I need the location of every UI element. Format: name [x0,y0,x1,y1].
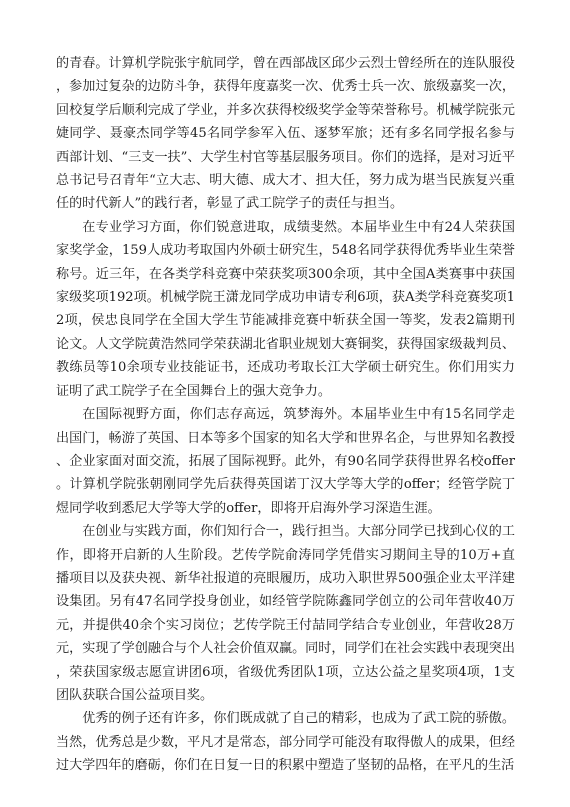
paragraph-4: 在创业与实践方面，你们知行合一，践行担当。大部分同学已找到心仪的工作，即将开启新的人生阶段。艺传学院俞涛同学凭借实习期间主导的10万+直播项目以及获央视、新华社报道的亮眼履历，成功入职世界500强企业太平洋建设集团。另有47名同学投身创业，如经管学院陈鑫同学创立的公司年营收40万元，并提供40余个实习岗位；艺传学院王付喆同学结合专业创业，年营收28万元，实现了学创融合与个人社会价值双赢。同时，同学们在社会实践中表现突出，荣获国家级志愿宣讲团6项，省级优秀团队1项，立达公益之星奖项4项，1支团队获联合国公益项目奖。 [56,524,515,703]
paragraph-1: 的青春。计算机学院张宇航同学，曾在西部战区邱少云烈士曾经所在的连队服役，参加过复杂的边防斗争，获得年度嘉奖一次、优秀士兵一次、旅级嘉奖一次，回校复学后顺利完成了学业，并多次获得校级奖学金等荣誉称号。机械学院张元婕同学、聂豪杰同学等45名同学参军入伍、逐梦军旅；还有多名同学报名参与西部计划、“三支一扶”、大学生村官等基层服务项目。你们的选择，是对习近平总书记号召青年“立大志、明大德、成大才、担大任，努力成为堪当民族复兴重任的时代新人”的践行者，彰显了武工院学子的责任与担当。 [56,56,515,212]
paragraph-5: 优秀的例子还有许多，你们既成就了自己的精彩，也成为了武工院的骄傲。当然，优秀总是少数，平凡才是常态，部分同学可能没有取得傲人的成果，但经过大学四年的磨砺，你们在日复一日的积累中塑造了坚韧的品格，在平凡的生活 [56,711,515,774]
paragraph-3: 在国际视野方面，你们志存高远，筑梦海外。本届毕业生中有15名同学走出国门，畅游了英国、日本等多个国家的知名大学和世界名企，与世界知名教授、企业家面对面交流，拓展了国际视野。此外，有90名同学获得世界名校offer。计算机学院张朝刚同学先后获得英国诺丁汉大学等大学的offer；经管学院丁煜同学收到悉尼大学等大学的offer，即将开启海外学习深造生涯。 [56,407,515,516]
document-body [56,52,515,778]
paragraph-2: 在专业学习方面，你们锐意进取，成绩斐然。本届毕业生中有24人荣获国家奖学金，159人成功考取国内外硕士研究生，548名同学获得优秀毕业生荣誉称号。近三年，在各类学科竞赛中荣获奖项300余项，其中全国A类赛事中获国家级奖项192项。机械学院王潇龙同学成功申请专利6项，获A类学科竞赛奖项12项，侯忠良同学在全国大学生节能减排竞赛中斩获全国一等奖，发表2篇期刊论文。人文学院黄浩然同学荣获湖北省职业规划大赛铜奖，获得国家级裁判员、教练员等10余项专业技能证书，还成功考取长江大学硕士研究生。你们用实力证明了武工院学子在全国舞台上的强大竞争力。 [56,219,515,399]
